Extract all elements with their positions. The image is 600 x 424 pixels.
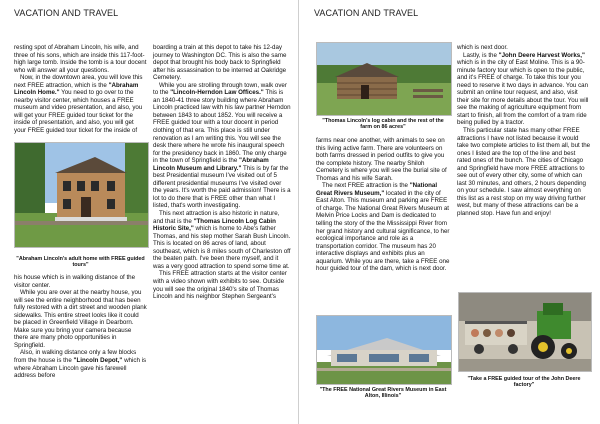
text-run: This FREE attraction starts at the visitor center with a video shown with exhibits to see. Outside you will see the original 1840's site of Thomas Lincoln and his neighbor Stephen Sergeant's — [153, 270, 287, 301]
paragraph — [457, 127, 591, 218]
paragraph — [316, 137, 450, 182]
left-page — [0, 0, 299, 424]
bold-text: "Abraham Lincoln Museum and Library." — [153, 157, 269, 172]
paragraph — [14, 44, 147, 74]
log-cabin-caption: "Thomas Lincoln's log cabin and the rest of the farm on 86 acres" — [322, 118, 444, 131]
paragraph — [457, 52, 591, 127]
bold-text: "Thomas Lincoln Log Cabin Historic Site," — [153, 217, 276, 233]
bold-text: "National Great Rivers Museum," — [316, 182, 438, 197]
paragraph — [153, 44, 291, 82]
text-run: his house which is in walking distance of the visitor center. — [14, 274, 136, 289]
rivers-museum-caption: "The FREE National Great Rivers Museum in East Alton, Illinois" — [319, 387, 447, 400]
paragraph — [153, 210, 291, 270]
john-deere-photo — [458, 292, 592, 372]
text-run: which is home to Abe's father Thomas, and his step mother Sarah Bush Lincoln. This is located on 86 acres of land, about southeast, which is 8 miles south of Charleston off the beaten path. I've been there myself, and it was a very good attraction to spend some time at. — [153, 225, 291, 270]
text-run: farms near one another, with animals to see on this living active farm. There are volunteers on both farms dressed in period outfits to give you the complete history. The nearby Shiloh Cemetery is where you will see the burial site of Thomas and his wife Sarah. — [316, 137, 447, 182]
text-run: which is in the city of East Moline. This is a 90-minute factory tour which is open to the public, and it's FREE of charge. To take this tour you need to reserve it two days in advance. You can submit an online tour request, and also, visit their site for more details about the tour. You will see the making of agriculture equipment from start to finish, all from the comfort of a tram ride being pulled by a tractor. — [457, 59, 589, 127]
text-run: Also, in walking distance only a few blocks from the house is the — [14, 349, 137, 365]
bold-text: "John Deere Harvest Works," — [498, 51, 585, 59]
text-run: This next attraction is also historic in nature, and that is the — [153, 210, 280, 225]
right-page-header: VACATION AND TRAVEL — [314, 8, 419, 18]
text-run: resting spot of Abraham Lincoln, his wife, and three of his sons, which are inside this 117-foot-high large tomb. Inside the tomb is a tour docent who will answer all your questions. — [14, 44, 147, 74]
bold-text: "Abraham Lincoln Home." — [14, 81, 139, 97]
paragraph — [14, 289, 147, 349]
paragraph — [14, 74, 147, 134]
text-run: While you are strolling through town, walk over to the — [153, 81, 287, 97]
paragraph — [14, 349, 147, 379]
rivers-museum-photo — [316, 315, 452, 385]
right-col1 — [316, 137, 450, 273]
john-deere-caption: "Take a FREE guided tour of the John Deere factory" — [467, 376, 581, 389]
paragraph — [316, 182, 450, 273]
text-run: This is by far the best Presidential museum I've visited out of 5 different presidential museums I've visited over the years. It's worth the paid admission! There is a lot to do there that is FREE other than what I listed, that's worth investigating. — [153, 164, 291, 210]
text-run: which is next door. — [457, 44, 508, 51]
paragraph — [457, 44, 591, 52]
text-run: This particular state has many other FREE attractions I have not listed because it would take two complete articles to list them all, but the ones I listed are the top of the line and best rated ones of the bunch. The cities of Chicago and Springfield have more FREE attractions to see out of every other city, some of which can last 30 minutes, and others, 2 hours depending on your schedule. I saw almost everything on this list as a rest stop on my way driving further west, but many of these attractions can be a planned stop. Have fun and enjoy! — [457, 127, 591, 218]
right-col2 — [457, 44, 591, 218]
text-run: boarding a train at this depot to take his 12-day journey to Washington DC. This is also the same depot that brought his body back to Springfield after his assassination to be interred at Oakridge Cemetery. — [153, 44, 287, 82]
bold-text: "Lincoln-Herndon Law Offices." — [170, 89, 264, 97]
text-run: This is an 1840-41 three story building where Abraham Lincoln practiced law with his law partner Herndon between 1843 to about 1852. You will receive a FREE guided tour with a tour docent in period clothing of that era. This place is still under renovation as I am writing this. You will see the desk there where he wrote his inaugural speech for the presidency back in 1860. The only charge in the town of Springfield is the — [153, 89, 291, 165]
left-col1-bottom — [14, 274, 147, 380]
text-run: Now, in the downtown area, you will love this next FREE attraction, which is the — [14, 74, 143, 89]
paragraph — [14, 274, 147, 289]
paragraph — [153, 270, 291, 300]
left-col2 — [153, 44, 291, 301]
right-page — [302, 0, 600, 424]
log-cabin-photo — [316, 42, 452, 116]
lincoln-home-photo — [14, 142, 149, 248]
bold-text: "Lincoln Depot," — [73, 357, 123, 365]
paragraph — [153, 82, 291, 210]
left-col1-top — [14, 44, 147, 135]
lincoln-home-caption: "Abraham Lincoln's adult home with FREE guided tours" — [16, 256, 145, 269]
text-run: which is where Abraham Lincoln gave his farewell address before — [14, 357, 147, 380]
text-run: You need to go over to the nearby visitor center, which houses a FREE museum and video presentation, and also, you will get your FREE guided tour ticket for the inside of presentation, and also, you will get your FREE guided tour ticket for the inside of — [14, 89, 143, 135]
text-run: While you are over at the nearby house, you will see the entire neighborhood that has been fully restored with a dirt street and wooden plank sidewalks. This entire street looks like it could be placed in Greenfield Village in Dearborn. Make sure you bring your camera because there are many photo opportunities in Springfield. — [14, 289, 147, 349]
text-run: Lastly, is the — [463, 51, 499, 59]
left-page-header: VACATION AND TRAVEL — [14, 8, 119, 18]
text-run: located in the city of East Alton. This museum and parking are FREE of charge. The National Great Rivers Museum at Melvin Price Locks and Dam is dedicated to telling the story of the the Mississippi River from her grand history and cultural significance, to her ecological importance and role as a transportation corridor. The museum has 20 interactive displays and exhibits plus an aquarium. While you are there, take a FREE one hour guided tour of the dam, which is next door. — [316, 189, 450, 273]
text-run: The next FREE attraction is the — [322, 182, 410, 190]
